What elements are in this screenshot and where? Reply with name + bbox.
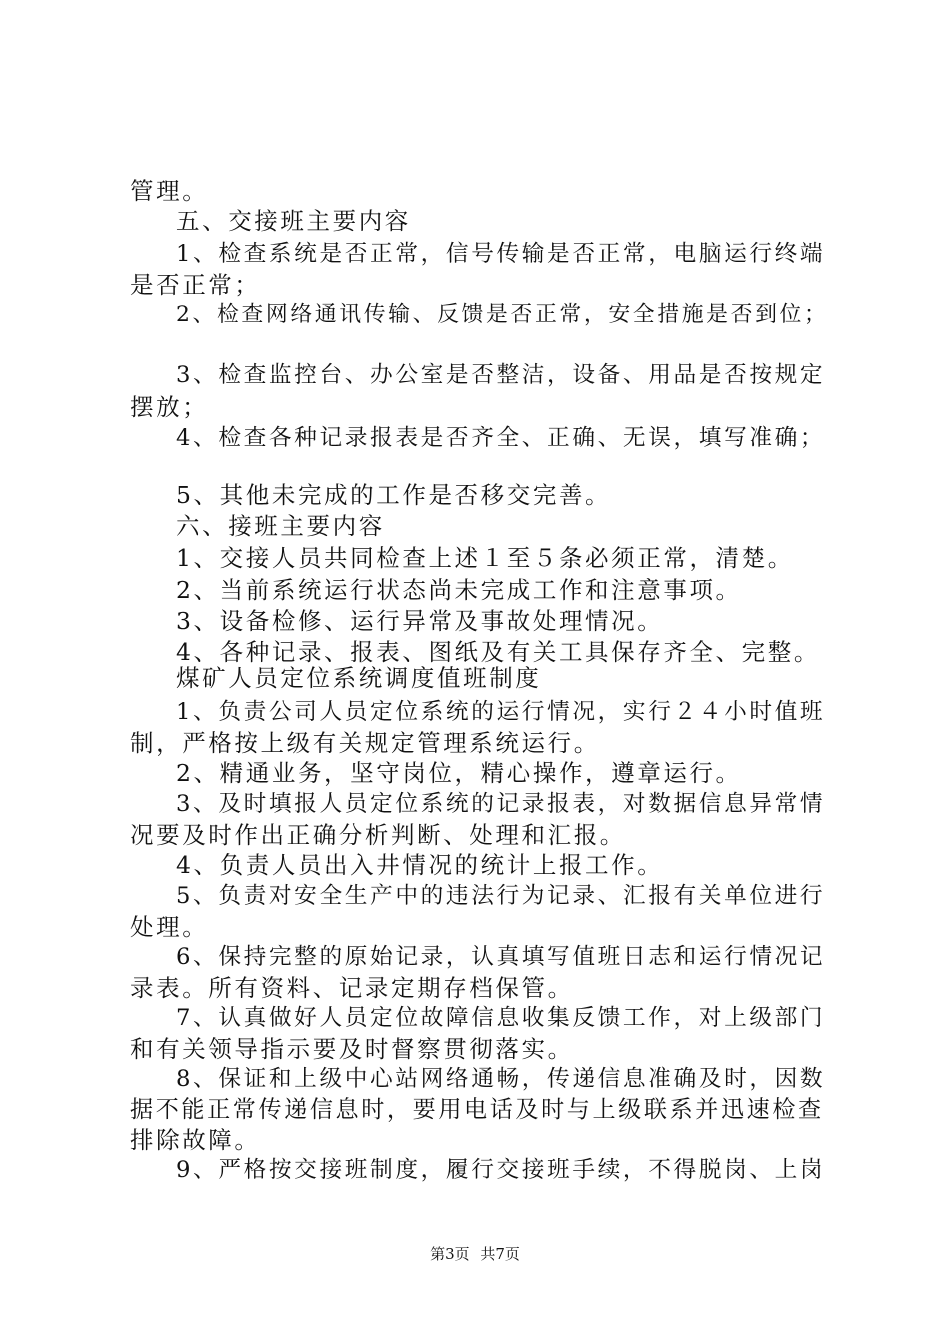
- page-number: 第3页: [430, 1245, 470, 1263]
- text-line: 是否正常；: [130, 271, 261, 299]
- text-line: 2、当前系统运行状态尚未完成工作和注意事项。: [176, 576, 742, 604]
- text-line: 录表。所有资料、记录定期存档保管。: [130, 974, 574, 1002]
- text-line: 9、严格按交接班制度，履行交接班手续，不得脱岗、上岗: [176, 1157, 826, 1183]
- text-line: 3、检查监控台、办公室是否整洁，设备、用品是否按规定: [176, 362, 826, 388]
- text-line: 1、检查系统是否正常，信号传输是否正常，电脑运行终端: [176, 241, 826, 267]
- text-line: 况要及时作出正确分析判断、处理和汇报。: [130, 821, 626, 849]
- text-line: 2、检查网络通讯传输、反馈是否正常，安全措施是否到位；: [176, 302, 829, 327]
- section-heading: 六、接班主要内容: [176, 512, 385, 540]
- section-heading: 五、交接班主要内容: [176, 207, 411, 235]
- text-line: 6、保持完整的原始记录，认真填写值班日志和运行情况记: [176, 944, 826, 970]
- text-line: 和有关领导指示要及时督察贯彻落实。: [130, 1035, 574, 1063]
- text-line: 3、及时填报人员定位系统的记录报表，对数据信息异常情: [176, 791, 826, 817]
- text-line: 制，严格按上级有关规定管理系统运行。: [130, 729, 600, 757]
- page-total: 共7页: [480, 1245, 520, 1263]
- text-line: 8、保证和上级中心站网络通畅，传递信息准确及时，因数: [176, 1066, 826, 1092]
- text-line: 1、负责公司人员定位系统的运行情况，实行２４小时值班: [176, 699, 826, 725]
- text-line: 摆放；: [130, 393, 209, 421]
- page-footer: [0, 1244, 950, 1264]
- text-line: 1、交接人员共同检查上述１至５条必须正常，清楚。: [176, 544, 794, 572]
- text-line: 5、负责对安全生产中的违法行为记录、汇报有关单位进行: [176, 883, 826, 909]
- text-line: 5、其他未完成的工作是否移交完善。: [176, 481, 612, 509]
- text-line: 处理。: [130, 913, 209, 941]
- text-line: 4、检查各种记录报表是否齐全、正确、无误，填写准确；: [176, 425, 826, 451]
- text-line: 7、认真做好人员定位故障信息收集反馈工作，对上级部门: [176, 1005, 826, 1031]
- text-line: 据不能正常传递信息时，要用电话及时与上级联系并迅速检查: [130, 1097, 824, 1123]
- section-heading: 煤矿人员定位系统调度值班制度: [176, 664, 542, 692]
- text-line: 4、各种记录、报表、图纸及有关工具保存齐全、完整。: [176, 638, 820, 666]
- text-line: 3、设备检修、运行异常及事故处理情况。: [176, 607, 664, 635]
- text-line: 2、精通业务，坚守岗位，精心操作，遵章运行。: [176, 759, 742, 787]
- text-line: 4、负责人员出入井情况的统计上报工作。: [176, 851, 664, 879]
- text-line: 管理。: [130, 177, 209, 205]
- text-line: 排除故障。: [130, 1126, 261, 1154]
